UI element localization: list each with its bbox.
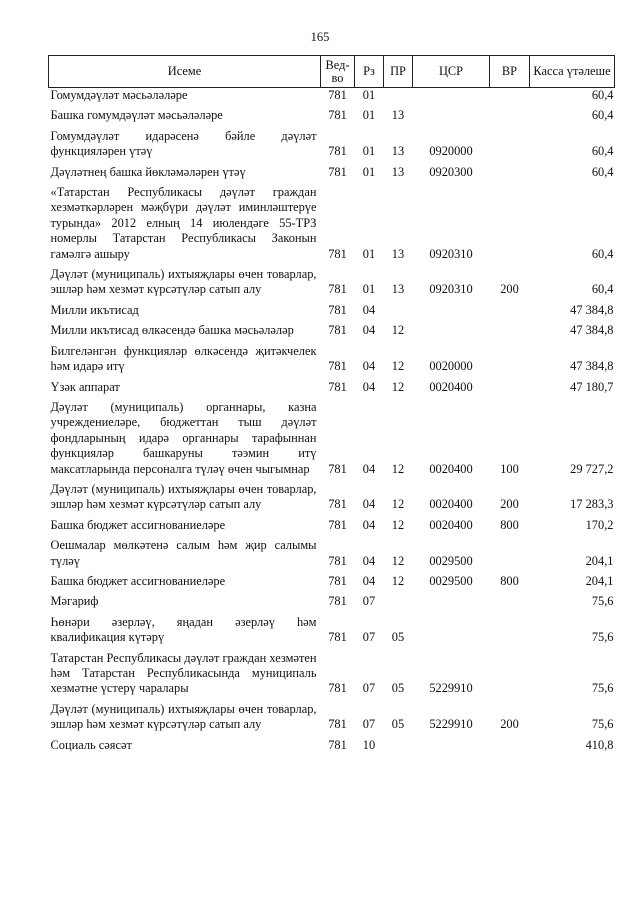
cell-name: Башка бюджет ассигнованиеләре [50, 517, 226, 532]
cell-vr [490, 339, 530, 375]
cell-kassa: 75,6 [591, 717, 614, 732]
cell-ved: 781 [328, 108, 347, 123]
cell-csr: 0920310 [429, 246, 473, 261]
table-row [49, 375, 615, 395]
header-ved: Вед-во [321, 56, 355, 88]
cell-ved: 781 [328, 497, 347, 512]
cell-vr [490, 180, 530, 262]
cell-ved: 781 [328, 737, 347, 752]
cell-csr: 0920300 [429, 164, 473, 179]
cell-pr: 12 [391, 517, 405, 532]
table-row [49, 262, 615, 298]
table-row [49, 180, 615, 262]
header-csr: ЦСР [413, 56, 490, 88]
cell-pr [384, 298, 413, 318]
cell-name: Башка гомумдәүләт мәсьәләләре [50, 108, 223, 123]
cell-name: Социаль сәясәт [50, 737, 132, 752]
cell-kassa: 204,1 [585, 573, 614, 588]
cell-csr: 0020000 [429, 359, 473, 374]
cell-csr [413, 88, 490, 104]
cell-kassa: 60,4 [591, 164, 614, 179]
table-row [49, 513, 615, 533]
cell-pr [384, 589, 413, 609]
cell-kassa: 170,2 [585, 517, 614, 532]
cell-name: Һөнәри әзерләү, яңадан әзерләү һәм квалификация күтәрү [50, 614, 317, 645]
cell-rz: 04 [362, 517, 376, 532]
cell-csr: 0020400 [429, 379, 473, 394]
cell-name: Билгеләнгән функцияләр өлкәсендә җитәкчелек һәм идарә итү [50, 343, 317, 374]
cell-csr: 0920310 [429, 282, 473, 297]
table-row [49, 298, 615, 318]
cell-ved: 781 [328, 681, 347, 696]
cell-csr: 5229910 [429, 717, 473, 732]
cell-rz: 04 [362, 553, 376, 568]
budget-table [48, 55, 615, 753]
cell-kassa: 47 384,8 [570, 323, 614, 338]
cell-kassa: 60,4 [591, 108, 614, 123]
cell-name: Гомумдәүләт идарәсенә бәйле дәүләт функцияләрен үтәү [50, 128, 317, 159]
cell-kassa: 75,6 [591, 594, 614, 609]
cell-vr [490, 318, 530, 338]
cell-name: Оешмалар мөлкәтенә салым һәм җир салымы түләү [50, 538, 317, 568]
cell-rz: 07 [362, 594, 376, 609]
cell-ved: 781 [321, 88, 355, 104]
cell-pr: 05 [391, 681, 405, 696]
cell-pr [384, 733, 413, 753]
cell-ved: 781 [328, 461, 347, 476]
cell-pr: 13 [391, 144, 405, 159]
cell-kassa: 60,4 [530, 88, 615, 104]
cell-rz: 04 [362, 497, 376, 512]
cell-vr: 800 [500, 517, 519, 532]
cell-pr: 13 [391, 164, 405, 179]
header-name: Исеме [49, 56, 321, 88]
header-pr: ПР [384, 56, 413, 88]
cell-pr: 12 [391, 553, 405, 568]
cell-vr: 200 [500, 717, 519, 732]
cell-rz: 04 [362, 302, 376, 317]
header-kassa: Касса үтәлеше [530, 56, 615, 88]
table-row [49, 589, 615, 609]
cell-vr [490, 646, 530, 697]
header-vr: ВР [490, 56, 530, 88]
cell-pr: 13 [391, 282, 405, 297]
cell-pr: 12 [391, 323, 405, 338]
cell-vr [490, 160, 530, 180]
cell-ved: 781 [328, 594, 347, 609]
cell-rz: 04 [362, 323, 376, 338]
cell-ved: 781 [328, 323, 347, 338]
cell-vr: 200 [500, 497, 519, 512]
cell-vr [490, 88, 530, 104]
cell-csr: 0920000 [429, 144, 473, 159]
cell-ved: 781 [328, 553, 347, 568]
table-row [49, 395, 615, 477]
cell-rz: 01 [362, 246, 376, 261]
cell-name: Дәүләт (муниципаль) ихтыяҗлары өчен товарлар, эшләр һәм хезмәт күрсәтүләр сатып алу [50, 267, 317, 297]
cell-kassa: 47 384,8 [570, 359, 614, 374]
cell-pr: 05 [391, 717, 405, 732]
cell-rz: 07 [362, 717, 376, 732]
cell-rz: 01 [362, 282, 376, 297]
cell-vr: 800 [500, 573, 519, 588]
cell-kassa: 60,4 [591, 144, 614, 159]
cell-kassa: 410,8 [585, 737, 614, 752]
cell-csr: 0020400 [429, 461, 473, 476]
table-row [49, 569, 615, 589]
table-header [49, 56, 615, 88]
cell-kassa: 75,6 [591, 630, 614, 645]
cell-kassa: 17 283,3 [570, 497, 614, 512]
cell-pr [384, 88, 413, 104]
cell-name: Үзәк аппарат [50, 379, 120, 394]
cell-rz: 01 [362, 164, 376, 179]
cell-vr [490, 733, 530, 753]
cell-name: Дәүләт (муниципаль) органнары, казна учреждениеләре, бюджеттан тыш дәүләт фондларының идарә органнары тарафыннан функцияләр башкаруны тәэмин итү максатларында персоналга түләү өчен чыгымнар [50, 399, 317, 476]
page-number: 165 [310, 30, 330, 44]
table-row [49, 733, 615, 753]
cell-name: Дәүләт (муниципаль) ихтыяҗлары өчен товарлар, эшләр һәм хезмәт күрсәтүләр сатып алу [50, 701, 317, 732]
cell-vr [490, 610, 530, 646]
table-row [49, 318, 615, 338]
cell-vr [490, 589, 530, 609]
table-row [49, 646, 615, 697]
cell-csr [413, 733, 490, 753]
cell-pr: 12 [391, 379, 405, 394]
cell-vr [490, 533, 530, 569]
cell-ved: 781 [328, 302, 347, 317]
cell-kassa: 75,6 [591, 681, 614, 696]
cell-ved: 781 [328, 573, 347, 588]
table-row [49, 88, 615, 104]
table-row [49, 533, 615, 569]
cell-vr [490, 124, 530, 160]
cell-ved: 781 [328, 144, 347, 159]
cell-name: Татарстан Республикасы дәүләт граждан хезмәтен һәм Татарстан Республикасында муниципаль хезмәтне үстерү чаралары [50, 650, 317, 696]
cell-csr [413, 103, 490, 123]
cell-vr [490, 375, 530, 395]
cell-ved: 781 [328, 359, 347, 374]
cell-rz: 01 [362, 108, 376, 123]
cell-csr: 0020400 [429, 517, 473, 532]
cell-csr [413, 610, 490, 646]
cell-vr [490, 103, 530, 123]
cell-vr: 200 [500, 282, 519, 297]
cell-name: Мәгариф [50, 594, 99, 609]
cell-ved: 781 [328, 630, 347, 645]
cell-pr: 12 [391, 359, 405, 374]
cell-ved: 781 [328, 379, 347, 394]
cell-ved: 781 [328, 282, 347, 297]
cell-rz: 01 [362, 144, 376, 159]
cell-name: Гомумдәүләт мәсьәләләре [49, 88, 321, 104]
cell-kassa: 60,4 [591, 282, 614, 297]
table-row [49, 124, 615, 160]
cell-rz: 07 [362, 630, 376, 645]
cell-name: «Татарстан Республикасы дәүләт граждан хезмәткәрләрен мәҗбүри дәүләт иминләштерүе турында» 2012 елның 14 июлендәге 55-ТРЗ номерлы Татарстан Республикасы Законын гамәлгә ашыру [50, 185, 317, 261]
cell-ved: 781 [328, 246, 347, 261]
cell-kassa: 60,4 [591, 246, 614, 261]
cell-kassa: 29 727,2 [570, 461, 614, 476]
cell-name: Милли икътисад [50, 302, 139, 317]
cell-ved: 781 [328, 164, 347, 179]
table-body [49, 88, 615, 754]
cell-name: Дәүләтнең башка йөкләмәләрен үтәү [50, 164, 246, 179]
cell-rz: 04 [362, 359, 376, 374]
cell-pr: 05 [391, 630, 405, 645]
header-rz: Рз [355, 56, 384, 88]
cell-kassa: 47 180,7 [570, 379, 614, 394]
cell-pr: 12 [391, 497, 405, 512]
cell-pr: 13 [391, 246, 405, 261]
cell-rz: 04 [362, 379, 376, 394]
cell-vr: 100 [500, 461, 519, 476]
cell-kassa: 47 384,8 [570, 302, 614, 317]
cell-name: Дәүләт (муниципаль) ихтыяҗлары өчен товарлар, эшләр һәм хезмәт күрсәтүләр сатып алу [50, 481, 317, 512]
cell-csr: 0029500 [429, 573, 473, 588]
cell-rz: 04 [362, 461, 376, 476]
cell-rz: 04 [362, 573, 376, 588]
cell-ved: 781 [328, 517, 347, 532]
cell-csr [413, 318, 490, 338]
cell-vr [490, 298, 530, 318]
table-row [49, 477, 615, 513]
cell-csr: 0029500 [429, 553, 473, 568]
table-row [49, 339, 615, 375]
cell-rz: 07 [362, 681, 376, 696]
table-row [49, 697, 615, 733]
cell-kassa: 204,1 [585, 553, 614, 568]
cell-csr: 5229910 [429, 681, 473, 696]
cell-name: Милли икътисад өлкәсендә башка мәсьәләләр [50, 323, 294, 338]
table-row [49, 103, 615, 123]
table-row [49, 610, 615, 646]
cell-pr: 12 [391, 461, 405, 476]
cell-ved: 781 [328, 717, 347, 732]
cell-csr [413, 298, 490, 318]
table-row [49, 160, 615, 180]
cell-pr: 13 [391, 108, 405, 123]
cell-rz: 10 [362, 737, 376, 752]
cell-rz: 01 [355, 88, 384, 104]
cell-csr [413, 589, 490, 609]
cell-csr: 0020400 [429, 497, 473, 512]
cell-name: Башка бюджет ассигнованиеләре [50, 573, 226, 588]
cell-pr: 12 [391, 573, 405, 588]
